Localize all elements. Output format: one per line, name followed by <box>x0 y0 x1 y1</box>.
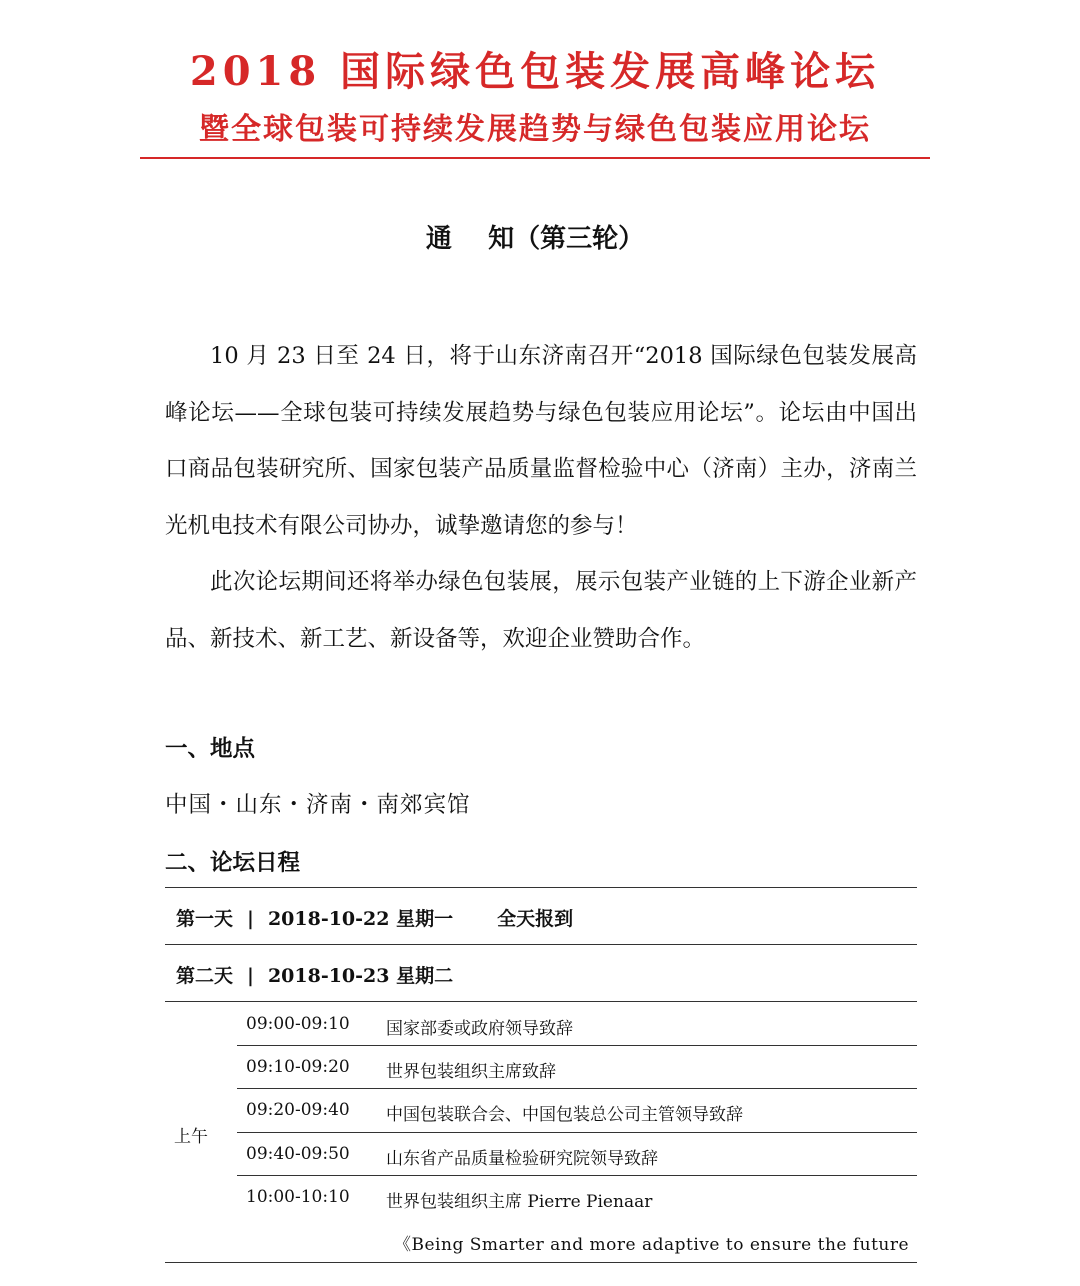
slot-desc: 世界包装组织主席致辞 <box>386 1062 556 1082</box>
paragraph-exhibition: 此次论坛期间还将举办绿色包装展，展示包装产业链的上下游企业新产品、新技术、新工艺、新设备等，欢迎企业赞助合作。 <box>165 569 917 652</box>
day2-bottom-rule <box>165 1001 917 1002</box>
slot-talk-title: 《Being Smarter and more adaptive to ensure the future <box>394 1235 910 1255</box>
slot-time: 09:40-09:50 <box>246 1144 350 1164</box>
forum-subtitle: 暨全球包装可持续发展趋势与绿色包装应用论坛 <box>199 112 871 147</box>
period-morning-label: 上午 <box>174 1127 208 1147</box>
slot-time: 09:00-09:10 <box>246 1014 350 1034</box>
slot-rule <box>237 1132 917 1133</box>
schedule-top-rule <box>165 887 917 888</box>
title-divider <box>140 157 930 159</box>
forum-title: 2018 国际绿色包装发展高峰论坛 <box>189 48 881 95</box>
day2-separator: | <box>247 965 254 987</box>
day1-label: 第一天 <box>176 908 234 930</box>
day1-separator: | <box>247 908 254 930</box>
day1-row <box>176 904 573 931</box>
notice-title: 通 知（第三轮） <box>425 224 645 254</box>
paragraph-intro: 10 月 23 日至 24 日，将于山东济南召开“2018 国际绿色包装发展高峰论坛——全球包装可持续发展趋势与绿色包装应用论坛”。论坛由中国出口商品包装研究所、国家包装产品质量监督检验中心（济南）主办，济南兰光机电技术有限公司协办，诚挚邀请您的参与！ <box>165 343 917 539</box>
slot-time: 09:20-09:40 <box>246 1100 350 1120</box>
slot-rule <box>237 1088 917 1089</box>
day1-note: 全天报到 <box>497 908 574 930</box>
slot-time: 09:10-09:20 <box>246 1057 350 1077</box>
day1-date: 2018-10-22 星期一 <box>267 908 454 930</box>
slot-desc: 山东省产品质量检验研究院领导致辞 <box>386 1149 658 1169</box>
schedule-bottom-rule <box>165 1262 917 1263</box>
location-text: 中国・山东・济南・南郊宾馆 <box>165 792 471 818</box>
section-schedule-heading: 二、论坛日程 <box>165 850 301 876</box>
day2-label: 第二天 <box>176 965 234 987</box>
notice-body <box>165 328 917 667</box>
slot-rule <box>237 1045 917 1046</box>
slot-desc: 中国包装联合会、中国包装总公司主管领导致辞 <box>386 1105 743 1125</box>
day1-bottom-rule <box>165 944 917 945</box>
day2-row <box>176 961 453 988</box>
slot-desc: 世界包装组织主席 Pierre Pienaar <box>386 1192 653 1212</box>
section-location-heading: 一、地点 <box>165 736 256 762</box>
slot-desc: 国家部委或政府领导致辞 <box>386 1019 573 1039</box>
slot-rule <box>237 1175 917 1176</box>
slot-time: 10:00-10:10 <box>246 1187 350 1207</box>
day2-date: 2018-10-23 星期二 <box>267 965 454 987</box>
